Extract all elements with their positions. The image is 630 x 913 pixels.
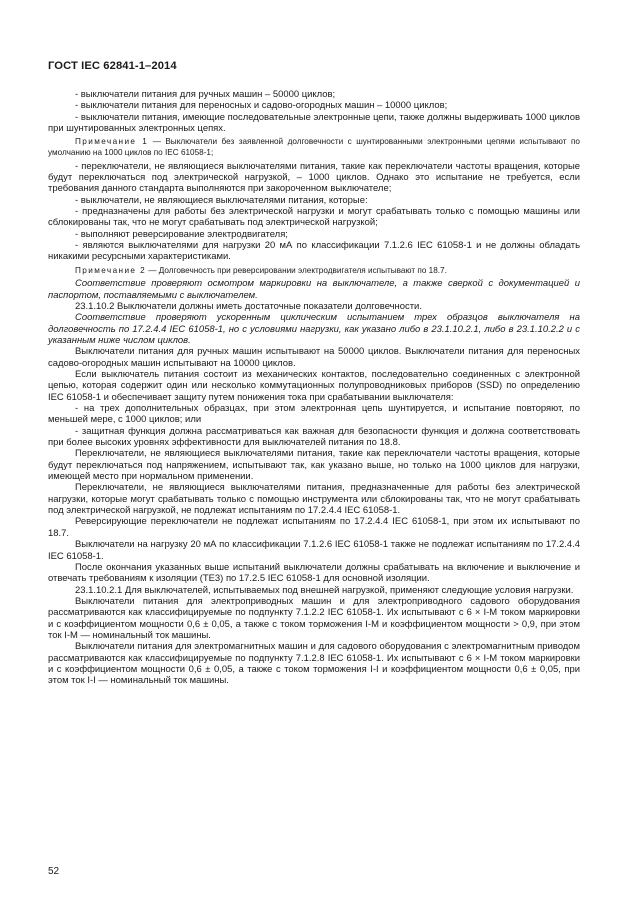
paragraph: После окончания указанных выше испытаний выключатели должны срабатывать на включение и выключение и отвечать требованиям к изоляции (TE3) по 17.2.5 IEC 61058-1 для основной изоляции.: [48, 561, 580, 585]
page-header: ГОСТ IEC 62841-1–2014: [48, 60, 177, 72]
page-number: 52: [48, 866, 60, 877]
list-item: - являются выключателями для нагрузки 20 мА по классификации 7.1.2.6 IEC 61058-1 и не должны обладать никакими ресурсными характеристиками.: [48, 239, 580, 263]
list-item: - предназначены для работы без электрической нагрузки и могут срабатывать только с помощью машины или сблокированы так, что не могут срабатывать под электрической нагрузкой;: [48, 205, 580, 229]
document-body: [48, 89, 580, 687]
paragraph: Выключатели на нагрузку 20 мА по классификации 7.1.2.6 IEC 61058-1 также не подлежат испытаниям по 17.2.4.4 IEC 61058-1.: [48, 539, 580, 562]
compliance-paragraph: Соответствие проверяют осмотром маркировки на выключателе, а также сверкой с документацией и паспортом, поставляемыми с выключателем.: [48, 278, 580, 301]
list-item: - переключатели, не являющиеся выключателями питания, такие как переключатели частоты вращения, которые будут переключаться под электрической нагрузкой, – 1000 циклов. Однако это испытание не требуется, если требования данного стандарта выполняются при закороченном выключателе;: [48, 160, 580, 195]
list-item: - выполняют реверсирование электродвигателя;: [75, 228, 288, 240]
note-2-text: — Долговечность при реверсировании электродвигателя испытывают по 18.7.: [146, 265, 447, 275]
note-2: [48, 266, 580, 277]
paragraph: 23.1.10.2 Выключатели должны иметь достаточные показатели долговечности.: [75, 300, 422, 312]
paragraph: Выключатели питания для электромагнитных машин и для садового оборудования с электромагнитным приводом рассматриваются как классифицируемые по подпункту 7.1.2.8 IEC 61058-1. Их испытывают с 6 × I-M током маркировки и с коэффициентом мощности 0,6 ± 0,05, а также с током торможения I-I и коэффициентом мощности 0,6 ± 0,05, при этом ток I-I — номинальный ток машины.: [48, 641, 580, 687]
note-1-text: — Выключатели без заявленной долговечности с шунтированными электронными цепями испытывают по умолчанию на 1000 циклов по IEC 61058-1;: [48, 137, 580, 157]
list-item: - защитная функция должна рассматриваться как важная для безопасности функция и должна соответствовать при более высоких уровнях эффективности для выключателей питания по 18.8.: [48, 425, 580, 449]
note-2-lead: Примечание 2: [75, 265, 147, 275]
paragraph: 23.1.10.2.1 Для выключателей, испытываемых под внешней нагрузкой, применяют следующие условия нагрузки.: [75, 584, 574, 596]
compliance-paragraph: Соответствие проверяют ускоренным циклическим испытанием трех образцов выключателя на долговечность по 17.2.4.4 IEC 61058-1, но с условиями нагрузки, как указано либо в 23.1.10.2.1, либо в 23.1.10.2.2 и с указанным ниже числом циклов.: [48, 312, 580, 346]
list-item: - выключатели питания для ручных машин – 50000 циклов;: [75, 89, 336, 100]
note-1-lead: Примечание 1: [75, 137, 149, 147]
paragraph: Переключатели, не являющиеся выключателями питания, такие как переключатели частоты вращения, которые будут переключаться под напряжением, испытывают так, как указано выше, но только на 1000 циклов для нагрузки, имеющей место при нормальном применении.: [48, 448, 580, 483]
paragraph: Выключатели питания для ручных машин испытывают на 50000 циклов. Выключатели питания для переносных садово-огородных машин испытывают на 10000 циклов.: [48, 346, 580, 369]
list-item: - выключатели питания, имеющие последовательные электронные цепи, также должны выдерживать 1000 циклов при шунтированных электронных цепях.: [48, 111, 580, 135]
list-item: - на трех дополнительных образцах, при этом электронная цепь шунтируется, и испытание повторяют, по меньшей мере, с 1000 циклов; или: [48, 403, 580, 426]
paragraph: Реверсирующие переключатели не подлежат испытаниям по 17.2.4.4 IEC 61058-1, при этом их испытывают по 18.7.: [48, 516, 580, 539]
note-1: [48, 137, 580, 158]
list-item: - выключатели, не являющиеся выключателями питания, которые:: [75, 194, 368, 206]
paragraph: Выключатели питания для электроприводных машин и для электроприводного садового оборудования рассматриваются как классифицируемые по подпункту 7.1.2.2 IEC 61058-1. Их испытывают с 6 × I-M током маркировки и с коэффициентом мощности 0,6 ± 0,05, а также с током торможения I-M и коэффициентом мощности > 0,9, при этом ток I-M — номинальный ток машины.: [48, 595, 580, 641]
paragraph: Если выключатель питания состоит из механических контактов, последовательно соединенных с электронной цепью, которая содержит один или несколько коммутационных полупроводниковых приборов (SSD) по определению IEC 61058-1 и обеспечивает защиту путем понижения тока при срабатывании выключателя:: [48, 369, 580, 403]
list-item: - выключатели питания для переносных и садово-огородных машин – 10000 циклов;: [75, 100, 448, 112]
paragraph: Переключатели, не являющиеся выключателями питания, предназначенные для работы без электрической нагрузки, которые могут срабатывать только с помощью инструмента или сблокированы так, что не могут срабатывать под электрической нагрузкой, не подлежат испытаниям по 17.2.4.4 IEC 61058-1.: [48, 482, 580, 517]
